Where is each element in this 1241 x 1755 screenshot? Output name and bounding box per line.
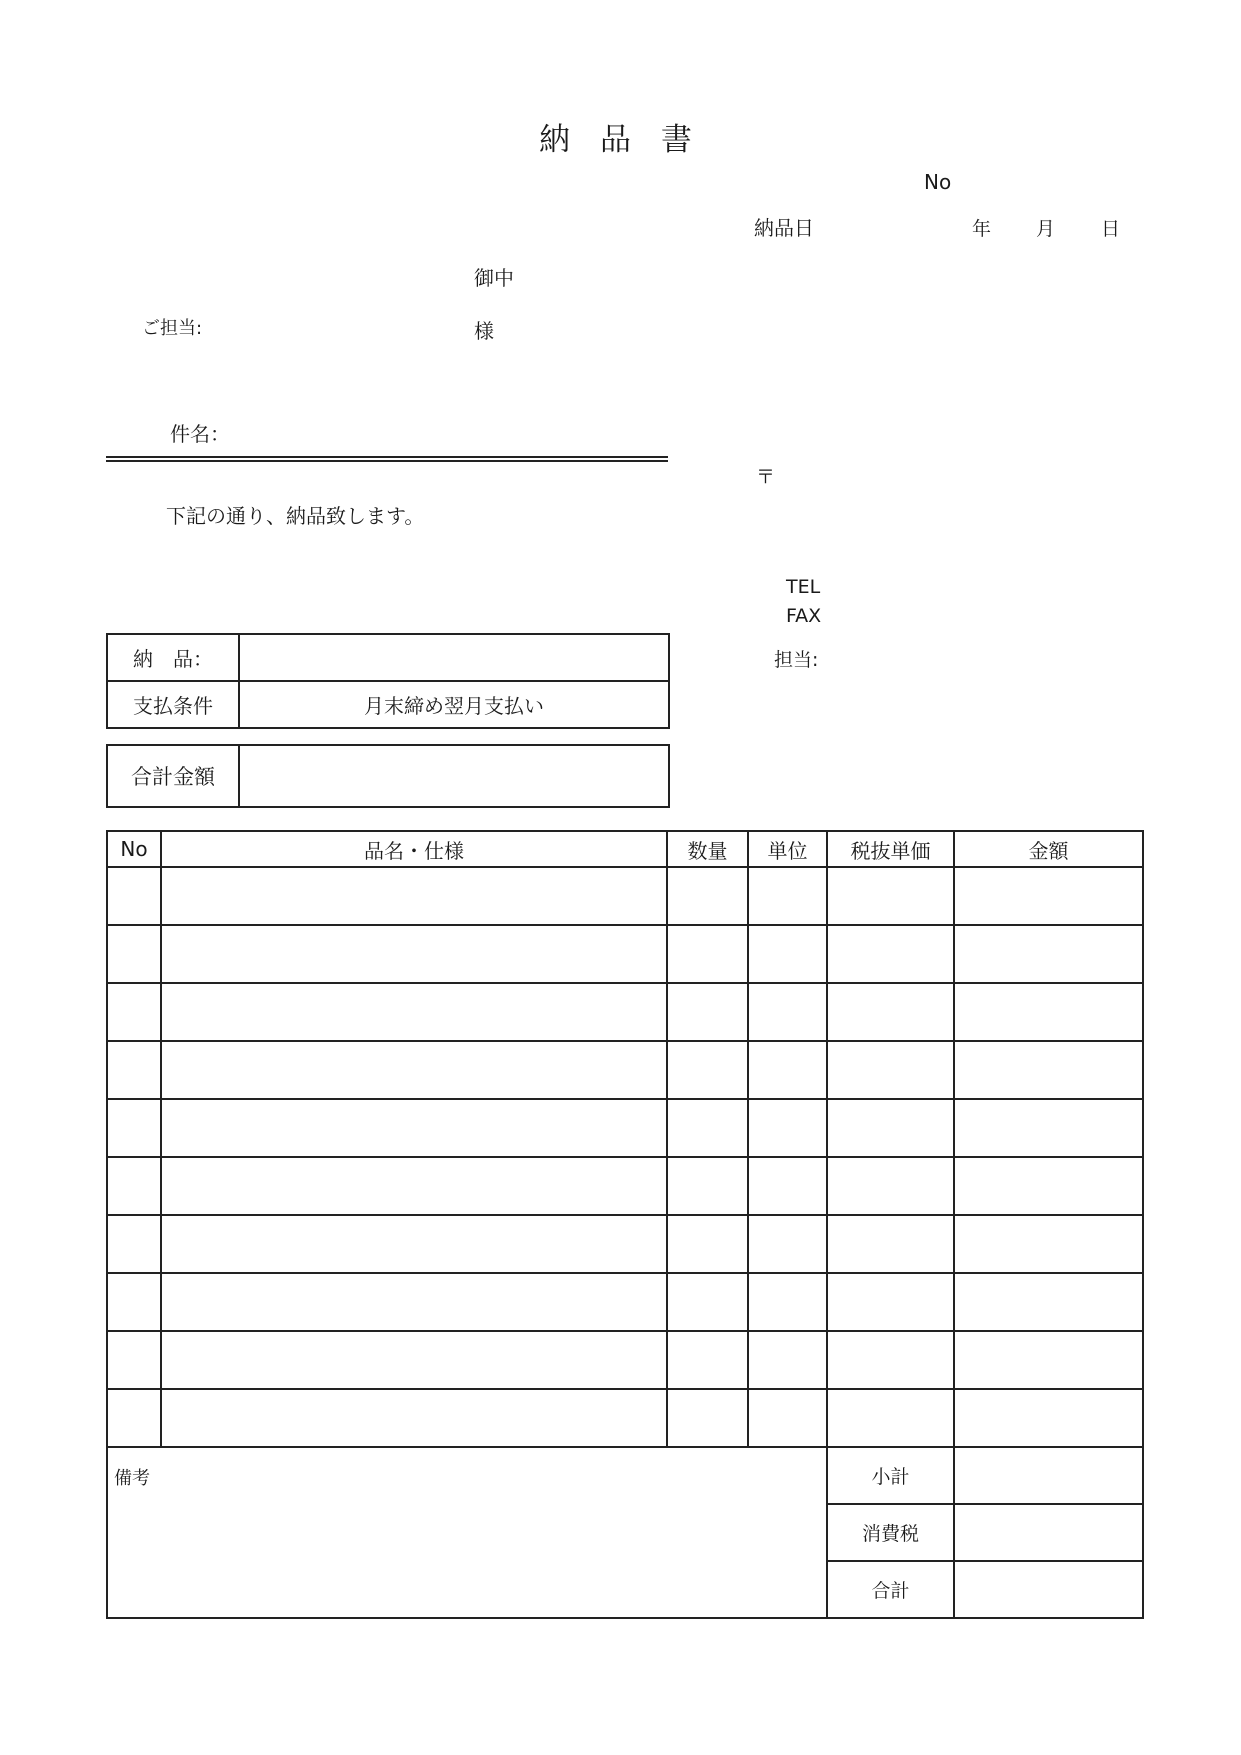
info-label-delivery: 納 品：	[107, 634, 239, 681]
cell-amount[interactable]	[954, 1389, 1143, 1447]
info-row-payment	[107, 681, 669, 728]
table-row	[107, 1041, 1143, 1099]
cell-item-name[interactable]	[161, 1389, 667, 1447]
cell-item-name[interactable]	[161, 1331, 667, 1389]
table-row	[107, 983, 1143, 1041]
cell-unit-price[interactable]	[827, 925, 954, 983]
cell-unit[interactable]	[748, 983, 827, 1041]
cell-amount[interactable]	[954, 1331, 1143, 1389]
doc-number-label: No	[924, 170, 952, 194]
total-amount-box	[106, 744, 670, 808]
cell-quantity[interactable]	[667, 1099, 748, 1157]
cell-amount[interactable]	[954, 983, 1143, 1041]
cell-no[interactable]	[107, 1157, 161, 1215]
table-row	[107, 1389, 1143, 1447]
subject-underline	[106, 456, 668, 462]
header-quantity: 数量	[667, 831, 748, 867]
header-amount: 金額	[954, 831, 1143, 867]
cell-item-name[interactable]	[161, 1041, 667, 1099]
date-month-label: 月	[1036, 218, 1056, 240]
date-year-label: 年	[972, 218, 992, 240]
cell-no[interactable]	[107, 1041, 161, 1099]
cell-unit-price[interactable]	[827, 1099, 954, 1157]
cell-no[interactable]	[107, 983, 161, 1041]
tax-value[interactable]	[954, 1504, 1143, 1561]
cell-unit[interactable]	[748, 1215, 827, 1273]
cell-unit-price[interactable]	[827, 1273, 954, 1331]
table-row	[107, 1331, 1143, 1389]
cell-item-name[interactable]	[161, 983, 667, 1041]
cell-quantity[interactable]	[667, 1331, 748, 1389]
info-table	[106, 633, 670, 729]
info-value-payment[interactable]: 月末締め翌月支払い	[239, 681, 669, 728]
info-label-payment: 支払条件	[107, 681, 239, 728]
header-unit-price: 税抜単価	[827, 831, 954, 867]
grand-total-label: 合計	[827, 1561, 954, 1618]
cell-item-name[interactable]	[161, 925, 667, 983]
cell-no[interactable]	[107, 1099, 161, 1157]
date-day-label: 日	[1101, 218, 1121, 240]
contact-person-label: ご担当:	[142, 318, 203, 339]
header-no: No	[107, 831, 161, 867]
table-row	[107, 1157, 1143, 1215]
cell-amount[interactable]	[954, 1215, 1143, 1273]
cell-unit[interactable]	[748, 1099, 827, 1157]
cell-unit-price[interactable]	[827, 1215, 954, 1273]
sender-staff-label: 担当:	[774, 649, 819, 671]
delivery-date-label: 納品日	[754, 216, 814, 240]
cell-unit[interactable]	[748, 1389, 827, 1447]
cell-unit[interactable]	[748, 867, 827, 925]
cell-amount[interactable]	[954, 1041, 1143, 1099]
cell-unit[interactable]	[748, 1041, 827, 1099]
cell-quantity[interactable]	[667, 983, 748, 1041]
cell-unit-price[interactable]	[827, 1157, 954, 1215]
cell-quantity[interactable]	[667, 1389, 748, 1447]
subtotal-value[interactable]	[954, 1447, 1143, 1504]
company-suffix: 御中	[474, 266, 514, 290]
summary-row-subtotal	[107, 1447, 1143, 1504]
cell-quantity[interactable]	[667, 925, 748, 983]
cell-item-name[interactable]	[161, 1099, 667, 1157]
subtotal-label: 小計	[827, 1447, 954, 1504]
info-value-delivery[interactable]	[239, 634, 669, 681]
table-row	[107, 1215, 1143, 1273]
table-row	[107, 925, 1143, 983]
cell-quantity[interactable]	[667, 1041, 748, 1099]
grand-total-value[interactable]	[954, 1561, 1143, 1618]
cell-quantity[interactable]	[667, 1157, 748, 1215]
cell-item-name[interactable]	[161, 1273, 667, 1331]
table-row	[107, 867, 1143, 925]
document-title: 納 品 書	[539, 122, 702, 158]
cell-no[interactable]	[107, 1273, 161, 1331]
total-amount-value[interactable]	[239, 745, 669, 807]
cell-amount[interactable]	[954, 1099, 1143, 1157]
postal-mark: 〒	[756, 466, 776, 488]
info-row-delivery	[107, 634, 669, 681]
cell-amount[interactable]	[954, 925, 1143, 983]
header-unit: 単位	[748, 831, 827, 867]
table-row	[107, 1273, 1143, 1331]
cell-no[interactable]	[107, 867, 161, 925]
cell-item-name[interactable]	[161, 1157, 667, 1215]
remarks-area[interactable]	[107, 1447, 827, 1618]
cell-amount[interactable]	[954, 1157, 1143, 1215]
total-amount-label: 合計金額	[107, 745, 239, 807]
items-table	[106, 830, 1144, 1619]
cell-unit-price[interactable]	[827, 1041, 954, 1099]
cell-quantity[interactable]	[667, 1215, 748, 1273]
cell-unit[interactable]	[748, 925, 827, 983]
sender-tel-label: TEL	[786, 576, 821, 598]
cell-unit-price[interactable]	[827, 867, 954, 925]
subject-label: 件名：	[170, 422, 230, 446]
remarks-label: 備考	[114, 1468, 150, 1489]
cell-no[interactable]	[107, 1389, 161, 1447]
cell-unit-price[interactable]	[827, 983, 954, 1041]
cell-item-name[interactable]	[161, 1215, 667, 1273]
cell-no[interactable]	[107, 925, 161, 983]
cell-unit[interactable]	[748, 1157, 827, 1215]
cell-quantity[interactable]	[667, 1273, 748, 1331]
cell-unit-price[interactable]	[827, 1331, 954, 1389]
items-header-row	[107, 831, 1143, 867]
table-row	[107, 1099, 1143, 1157]
person-suffix: 様	[474, 319, 494, 343]
intro-text: 下記の通り、納品致します。	[166, 504, 425, 528]
cell-item-name[interactable]	[161, 867, 667, 925]
sender-fax-label: FAX	[786, 605, 822, 627]
cell-amount[interactable]	[954, 1273, 1143, 1331]
cell-unit[interactable]	[748, 1331, 827, 1389]
cell-no[interactable]	[107, 1331, 161, 1389]
tax-label: 消費税	[827, 1504, 954, 1561]
cell-no[interactable]	[107, 1215, 161, 1273]
cell-unit[interactable]	[748, 1273, 827, 1331]
cell-quantity[interactable]	[667, 867, 748, 925]
cell-amount[interactable]	[954, 867, 1143, 925]
cell-unit-price[interactable]	[827, 1389, 954, 1447]
header-item-name: 品名・仕様	[161, 831, 667, 867]
